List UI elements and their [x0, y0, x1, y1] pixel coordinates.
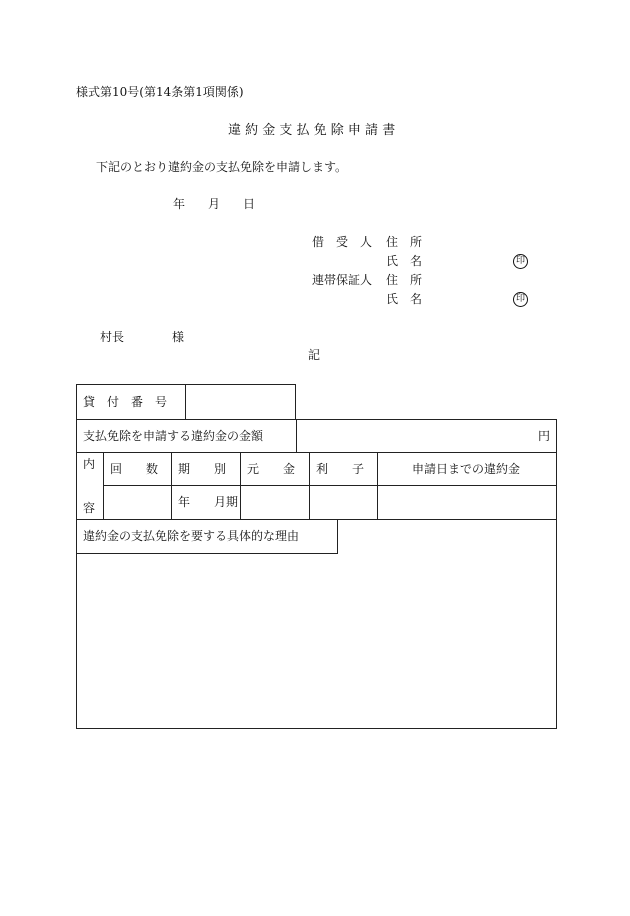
document-title: 違 約 金 支 払 免 除 申 請 書 [228, 123, 396, 138]
borrower-name-label: 氏 名 [386, 254, 423, 268]
date-month-label: 月 [208, 197, 221, 211]
borrower-seal-mark: 印 [513, 254, 528, 269]
date-year-label: 年 [173, 197, 186, 211]
reason-label-divider [337, 519, 338, 553]
guarantor-label: 連帯保証人 [312, 273, 373, 287]
loan-number-label: 貸 付 番 号 [83, 395, 168, 409]
period-value-label: 年 月期 [178, 495, 239, 509]
borrower-label: 借 受 人 [312, 235, 373, 249]
form-number: 様式第10号(第14条第1項関係) [76, 85, 244, 99]
guarantor-address-label: 住 所 [386, 273, 423, 287]
date-day-label: 日 [243, 197, 256, 211]
ki-label: 記 [308, 348, 321, 362]
guarantor-name-label: 氏 名 [386, 292, 423, 306]
col-line-1 [171, 452, 172, 519]
exemption-amount-label: 支払免除を申請する違約金の金額 [83, 429, 264, 443]
recipient-title: 村長 [100, 330, 125, 344]
column-header-period: 期 別 [178, 462, 227, 476]
details-label-bottom: 容 [83, 501, 96, 515]
col-line-3 [309, 452, 310, 519]
loan-number-divider [185, 384, 186, 419]
column-header-count: 回 数 [110, 462, 159, 476]
col-line-2 [240, 452, 241, 519]
row-line-1 [76, 452, 557, 453]
guarantor-seal-mark: 印 [513, 292, 528, 307]
amount-divider [296, 419, 297, 452]
borrower-address-label: 住 所 [386, 235, 423, 249]
column-header-penalty: 申請日までの違約金 [412, 462, 521, 476]
reason-label-underline [76, 553, 338, 554]
column-header-interest: 利 子 [316, 462, 365, 476]
column-header-principal: 元 金 [247, 462, 296, 476]
row-line-3 [76, 519, 557, 520]
reason-text-area[interactable] [80, 558, 552, 724]
intro-text: 下記のとおり違約金の支払免除を申請します。 [96, 160, 348, 174]
col-line-4 [377, 452, 378, 519]
yen-label: 円 [538, 429, 551, 443]
recipient-honorific: 様 [172, 330, 185, 344]
reason-label: 違約金の支払免除を要する具体的な理由 [83, 529, 300, 543]
details-label-top: 内 [83, 457, 96, 471]
loan-number-value[interactable] [190, 390, 290, 414]
